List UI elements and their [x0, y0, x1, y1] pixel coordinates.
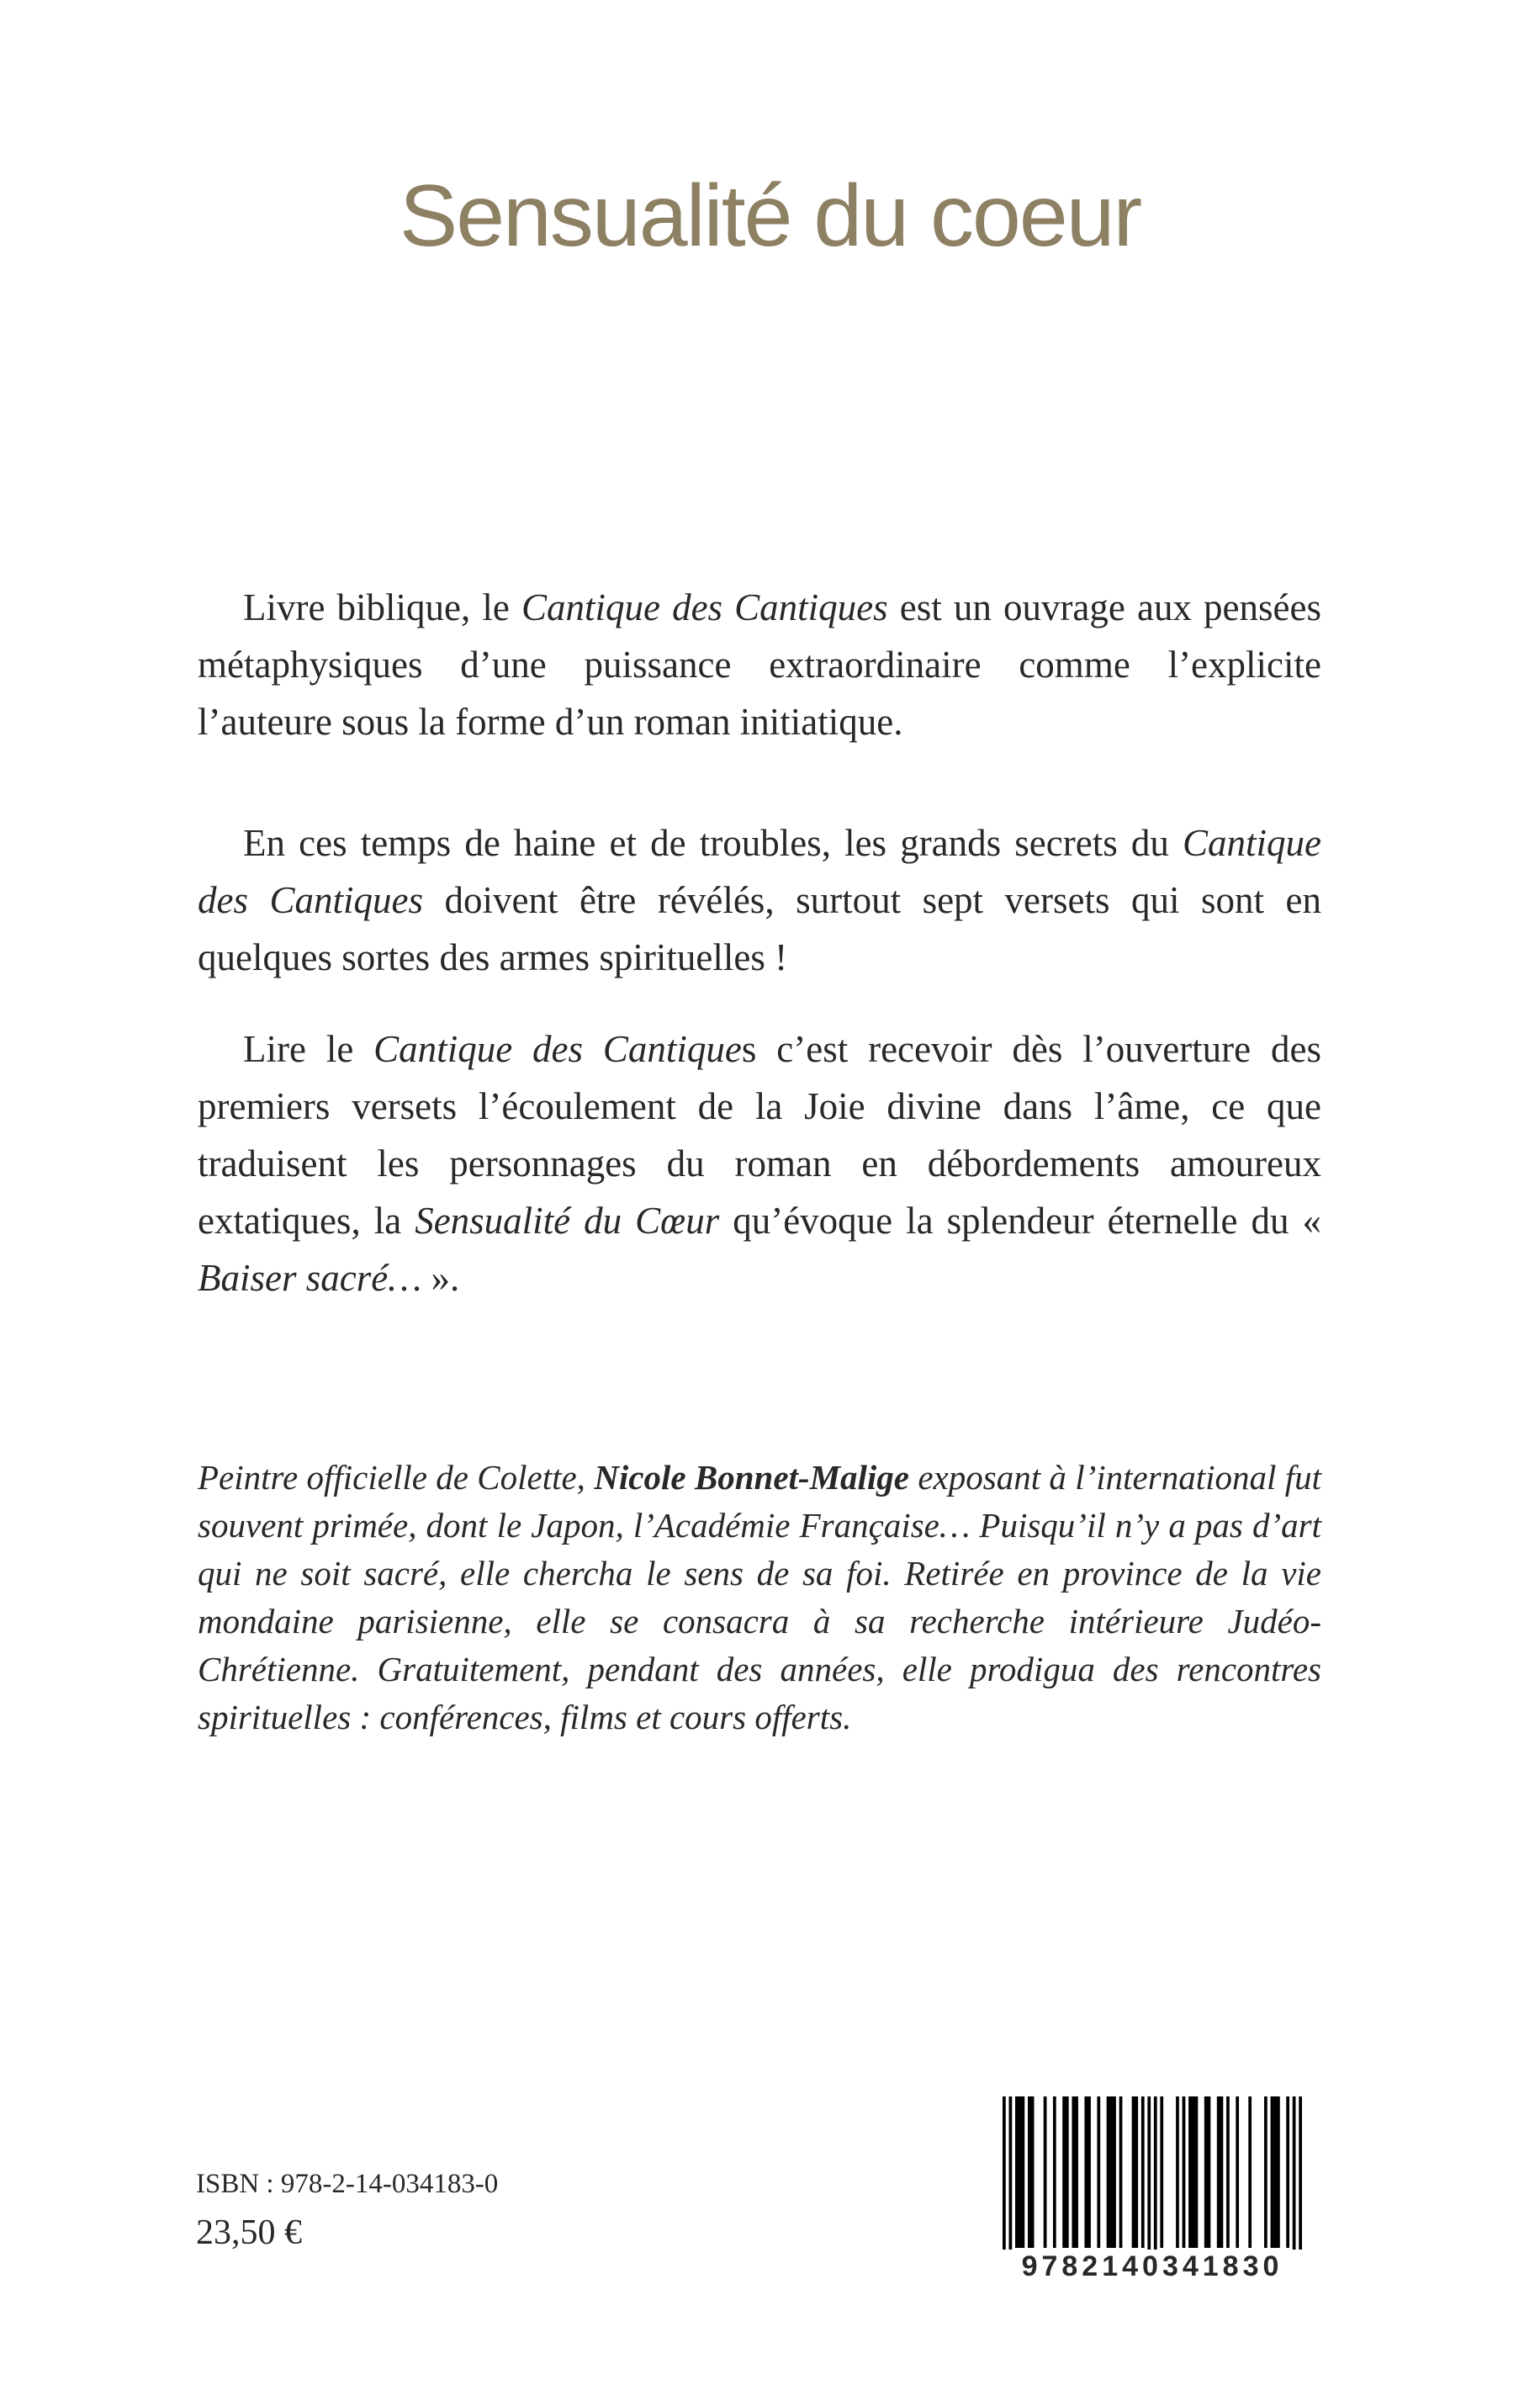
barcode-bar — [1044, 2096, 1047, 2248]
barcode-bar — [1072, 2096, 1077, 2248]
blurb-text: Livre biblique, le — [243, 586, 521, 628]
barcode-bar — [1147, 2096, 1151, 2250]
bio-text: exposant à l’international fut souvent primée, dont le Japon, l’Académie Française… Puisqu’il n’y a pas d’art qui ne soit sacré, elle chercha le sens de sa foi. Retirée en province de la vie mondaine parisienne, elle se consacra à sa recherche intérieure Judéo-Chrétienne. Gratuitement, pendant des années, elle prodigua des rencontres spirituelles : conférences, films et cours offerts. — [198, 1458, 1321, 1736]
barcode-bar — [1204, 2096, 1210, 2248]
book-reference: Cantique des Cantiques — [521, 586, 888, 628]
barcode-bar — [1132, 2096, 1138, 2248]
barcode-bar — [1119, 2096, 1123, 2248]
barcode-bar — [1236, 2096, 1239, 2248]
barcode-bar — [1062, 2096, 1068, 2248]
barcode-bar — [1286, 2096, 1289, 2248]
barcode-bar — [1160, 2096, 1163, 2248]
blurb-text: est un ouvrage aux pensées métaphysiques d’une puissance extraordinaire comme l’explicite l’auteure sous la forme d’un roman initiatique. — [198, 586, 1322, 743]
barcode-bar — [1028, 2096, 1034, 2248]
barcode-bar — [1226, 2096, 1230, 2248]
barcode-bar — [1008, 2096, 1012, 2250]
barcode-bar — [1299, 2096, 1302, 2250]
barcode-bar — [1141, 2096, 1145, 2248]
barcode-bar — [1107, 2096, 1116, 2248]
barcode-bar — [1084, 2096, 1090, 2248]
price-label: 23,50 € — [196, 2213, 302, 2252]
barcode-bar — [1293, 2096, 1296, 2250]
book-reference: Cantique des Cantiques — [198, 822, 1321, 921]
barcode-bar — [1188, 2096, 1198, 2248]
book-reference: Cantique des Cantique — [373, 1028, 742, 1070]
book-reference: Sensualité du Cœur — [415, 1200, 720, 1242]
ean13-barcode-icon — [984, 2093, 1320, 2250]
blurb-paragraph-3 — [198, 1020, 1321, 1306]
barcode-bar — [1248, 2096, 1252, 2248]
isbn-label: ISBN : 978-2-14-034183-0 — [196, 2169, 499, 2199]
barcode-bar — [1154, 2096, 1157, 2250]
barcode-bar — [1053, 2096, 1056, 2248]
blurb-text: ». — [421, 1257, 460, 1299]
quote-reference: Baiser sacré… — [198, 1257, 422, 1299]
blurb-text: qu’évoque la splendeur éternelle du « — [719, 1200, 1321, 1242]
blurb-text: Lire le — [243, 1028, 374, 1070]
barcode-bar — [1015, 2096, 1024, 2248]
blurb-paragraph-2 — [198, 814, 1321, 986]
book-title: Sensualité du coeur — [399, 167, 1141, 265]
barcode-bar — [1176, 2096, 1179, 2248]
author-bio — [198, 1454, 1321, 1741]
blurb-paragraph-1 — [198, 579, 1321, 750]
barcode-digits: 9782140341830 — [1021, 2250, 1283, 2282]
author-name: Nicole Bonnet-Malige — [594, 1458, 910, 1497]
barcode-bar — [1264, 2096, 1267, 2248]
blurb-text: s c’est recevoir dès l’ouverture des premiers versets l’écoulement de la Joie divine dans l’âme, ce que traduisent les personnages du roman en débordements amoureux extatiques, la — [198, 1028, 1321, 1242]
barcode-bar — [1097, 2096, 1100, 2248]
blurb-text: En ces temps de haine et de troubles, les grands secrets du — [243, 822, 1183, 864]
blurb-text: doivent être révélés, surtout sept versets qui sont en quelques sortes des armes spirituelles ! — [198, 879, 1321, 978]
barcode-bar — [1217, 2096, 1223, 2248]
barcode-bar — [1183, 2096, 1186, 2248]
barcode-bar — [1271, 2096, 1280, 2248]
barcode-bar — [1003, 2096, 1006, 2250]
bio-text: Peintre officielle de Colette, — [198, 1458, 595, 1497]
barcode — [984, 2093, 1320, 2288]
